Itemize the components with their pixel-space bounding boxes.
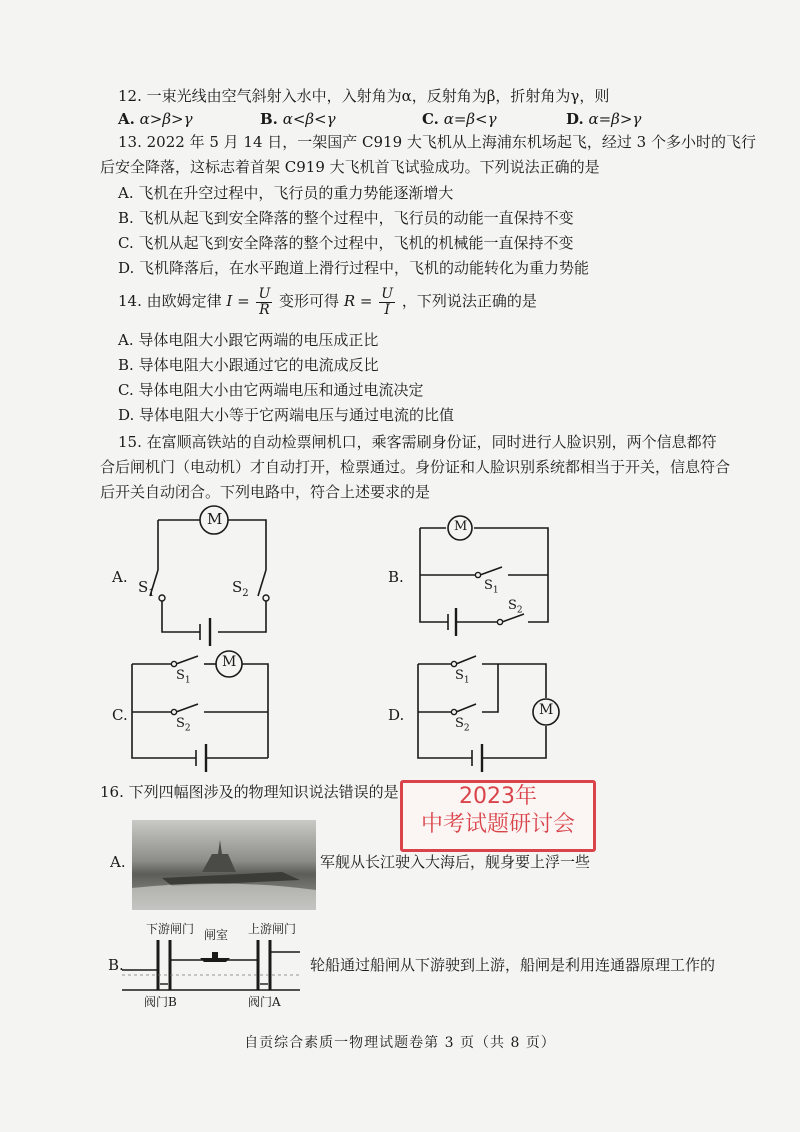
q13-stem-line2: 后安全降落，这标志着首架 C919 大飞机首飞试验成功。下列说法正确的是 xyxy=(100,158,600,176)
q12-option-d: D. α=β>γ xyxy=(566,110,642,128)
q16-option-b-text: 轮船通过船闸从下游驶到上游，船闸是利用连通器原理工作的 xyxy=(310,956,716,974)
circuit-b-label: B. xyxy=(388,568,404,586)
lock-label-downstream-gate: 下游闸门 xyxy=(146,922,195,936)
switch-c-s2: $S_2$ xyxy=(176,716,191,734)
q12-option-c: C. α=β<γ xyxy=(422,110,497,128)
circuit-a-label: A. xyxy=(112,568,128,586)
q16-option-a-key: A. xyxy=(110,853,126,871)
q13-option-c: C. 飞机从起飞到安全降落的整个过程中，飞机的机械能一直保持不变 xyxy=(118,234,574,252)
lock-label-valve-a: 阀门A xyxy=(248,995,281,1009)
stamp-line2: 中考试题研讨会 xyxy=(420,812,575,837)
q14-option-d: D. 导体电阻大小等于它两端电压与通过电流的比值 xyxy=(118,406,455,424)
q13-stem-line1: 13. 2022 年 5 月 14 日，一架国产 C919 大飞机从上海浦东机场起飞，经过 3 个多小时的飞行 xyxy=(118,133,756,151)
q16-stem: 16. 下列四幅图涉及的物理知识说法错误的是 xyxy=(100,783,399,801)
motor-c-text: M xyxy=(222,654,237,670)
stamp-line1: 2023年 xyxy=(459,784,537,809)
switch-b-s2: $S_2$ xyxy=(508,598,523,616)
q14-fraction-2: $\frac{U}{I}$ xyxy=(381,285,394,318)
q14-fraction-1: $\frac{U}{R}$ xyxy=(258,285,271,318)
motor-b-text: M xyxy=(454,519,468,534)
switch-b-s1: $S_1$ xyxy=(484,578,499,596)
motor-a-text: M xyxy=(207,510,223,528)
q13-option-b: B. 飞机从起飞到安全降落的整个过程中，飞行员的动能一直保持不变 xyxy=(118,209,574,227)
switch-d-s2: $S_2$ xyxy=(455,716,470,734)
lock-label-upstream-gate: 上游闸门 xyxy=(248,922,297,936)
q14-option-c: C. 导体电阻大小由它两端电压和通过电流决定 xyxy=(118,381,424,399)
switch-c-s1: $S_1$ xyxy=(176,668,191,686)
q14-option-a: A. 导体电阻大小跟它两端的电压成正比 xyxy=(118,331,379,349)
circuit-c-label: C. xyxy=(112,706,128,724)
q15-stem-line3: 后开关自动闭合。下列电路中，符合上述要求的是 xyxy=(100,483,431,501)
q16-option-b-key: B. xyxy=(108,956,124,974)
lock-label-valve-b: 阀门B xyxy=(144,995,177,1009)
q15-stem-line2: 合后闸机门（电动机）才自动打开，检票通过。身份证和人脸识别系统都相当于开关，信息符合 xyxy=(100,458,731,476)
q13-option-a: A. 飞机在升空过程中，飞行员的重力势能逐渐增大 xyxy=(118,184,454,202)
switch-a-s1: $S_1$ xyxy=(138,578,155,599)
q12-stem: 12. 一束光线由空气斜射入水中，入射角为α，反射角为β，折射角为γ，则 xyxy=(118,87,610,105)
lock-label-chamber: 闸室 xyxy=(204,928,229,942)
page-footer: 自贡综合素质一物理试题卷第 3 页（共 8 页） xyxy=(244,1035,556,1051)
q16-option-a-text: 军舰从长江驶入大海后，舰身要上浮一些 xyxy=(320,853,591,871)
q13-option-d: D. 飞机降落后，在水平跑道上滑行过程中，飞机的动能转化为重力势能 xyxy=(118,259,590,277)
q15-stem-line1: 15. 在富顺高铁站的自动检票闸机口，乘客需刷身份证，同时进行人脸识别，两个信息都符 xyxy=(118,433,717,451)
q12-option-b: B. α<β<γ xyxy=(260,110,336,128)
q12-option-a: A. α>β>γ xyxy=(118,110,193,128)
q14-option-b: B. 导体电阻大小跟通过它的电流成反比 xyxy=(118,356,379,374)
switch-a-s2: $S_2$ xyxy=(232,578,249,599)
circuit-d-label: D. xyxy=(388,706,405,724)
switch-d-s1: $S_1$ xyxy=(455,668,470,686)
motor-d-text: M xyxy=(539,702,554,718)
q14-stem: 14. 由欧姆定律 I = $\frac{U}{R}$ 变形可得 R = $\frac{U}{I}$ ，下列说法正确的是 xyxy=(118,285,537,318)
